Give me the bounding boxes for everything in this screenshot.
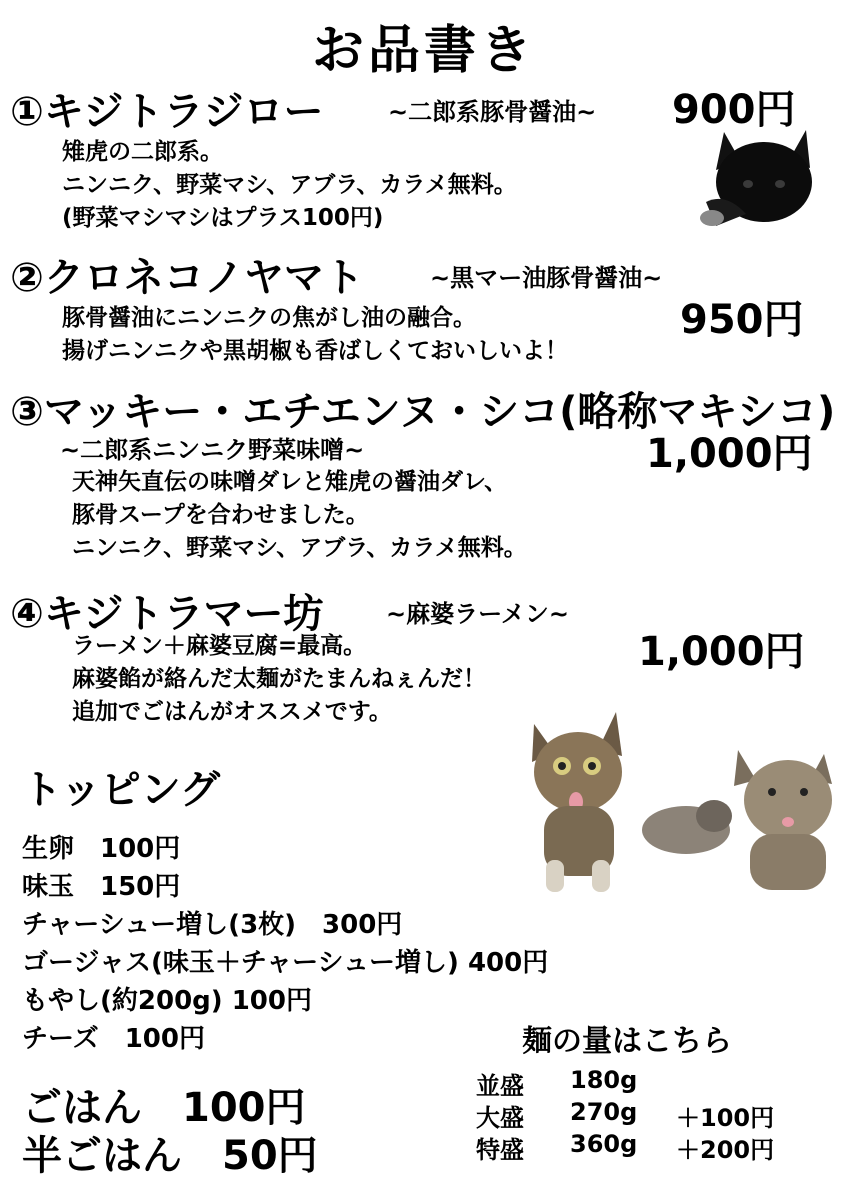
menu-item-1-subtitle: ~二郎系豚骨醤油~ xyxy=(388,98,597,126)
menu-item-2-subtitle: ~黒マー油豚骨醤油~ xyxy=(430,264,663,292)
toppings-heading: トッピング xyxy=(22,767,220,813)
description-line: 揚げニンニクや黒胡椒も香ばしくておいしいよ！ xyxy=(62,338,568,364)
noodle-size-extra: ＋200円 xyxy=(676,1136,775,1164)
menu-item-1-description xyxy=(62,136,517,235)
menu-item-1-name: ①キジトラジロー xyxy=(10,89,324,135)
topping-seasoned-egg: 味玉 150円 xyxy=(22,872,181,902)
menu-item-3-subtitle: ~二郎系ニンニク野菜味噌~ xyxy=(60,436,365,464)
noodle-size-extra: ＋100円 xyxy=(676,1104,775,1132)
menu-item-1-price: 900円 xyxy=(672,87,796,133)
menu-item-3-name: ③マッキー・エチエンヌ・シコ(略称マキシコ) xyxy=(10,389,836,435)
topping-cheese: チーズ 100円 xyxy=(22,1024,205,1054)
description-line: ラーメン＋麻婆豆腐=最高。 xyxy=(72,633,367,659)
noodle-size-amount: 180g xyxy=(570,1066,638,1094)
topping-extra-chashu: チャーシュー増し(3枚) 300円 xyxy=(22,910,403,940)
noodle-size-label: 並盛 xyxy=(476,1072,524,1100)
noodle-size-label: 大盛 xyxy=(476,1104,524,1132)
menu-item-4-subtitle: ~麻婆ラーメン~ xyxy=(386,600,570,628)
description-line: 天神矢直伝の味噌ダレと雉虎の醤油ダレ、 xyxy=(72,469,508,495)
black-cat-photo xyxy=(696,122,816,232)
tabby-cats-photo xyxy=(526,710,836,906)
page-title: お品書き xyxy=(311,21,536,81)
description-line: 麻婆餡が絡んだ太麺がたまんねぇんだ！ xyxy=(72,666,486,692)
description-line: 豚骨醤油にニンニクの焦がし油の融合。 xyxy=(62,305,476,331)
topping-bean-sprouts: もやし(約200g) 100円 xyxy=(22,986,312,1016)
menu-item-3-price: 1,000円 xyxy=(646,431,813,477)
menu-item-3-description xyxy=(72,466,527,565)
description-line: 追加でごはんがオススメです。 xyxy=(72,699,392,725)
description-line: ニンニク、野菜マシ、アブラ、カラメ無料。 xyxy=(72,535,527,561)
menu-item-4-name: ④キジトラマー坊 xyxy=(10,591,324,637)
topping-raw-egg: 生卵 100円 xyxy=(22,834,181,864)
rice-item: ごはん 100円 xyxy=(22,1085,306,1131)
menu-item-2-price: 950円 xyxy=(680,297,804,343)
noodle-size-amount: 360g xyxy=(570,1130,638,1158)
description-line: 豚骨スープを合わせました。 xyxy=(72,502,369,528)
menu-item-2-description xyxy=(62,302,568,368)
description-line: (野菜マシマシはプラス100円) xyxy=(62,205,384,231)
menu-item-4-price: 1,000円 xyxy=(638,629,805,675)
description-line: ニンニク、野菜マシ、アブラ、カラメ無料。 xyxy=(62,172,517,198)
noodle-size-label: 特盛 xyxy=(476,1136,524,1164)
topping-gorgeous: ゴージャス(味玉＋チャーシュー増し) 400円 xyxy=(22,948,549,978)
menu-item-2-name: ②クロネコノヤマト xyxy=(10,255,364,301)
noodle-amount-heading: 麺の量はこちら xyxy=(522,1024,732,1059)
menu-item-4-description xyxy=(72,630,486,729)
description-line: 雉虎の二郎系。 xyxy=(62,139,223,165)
half-rice-item: 半ごはん 50円 xyxy=(22,1133,318,1179)
noodle-size-amount: 270g xyxy=(570,1098,638,1126)
